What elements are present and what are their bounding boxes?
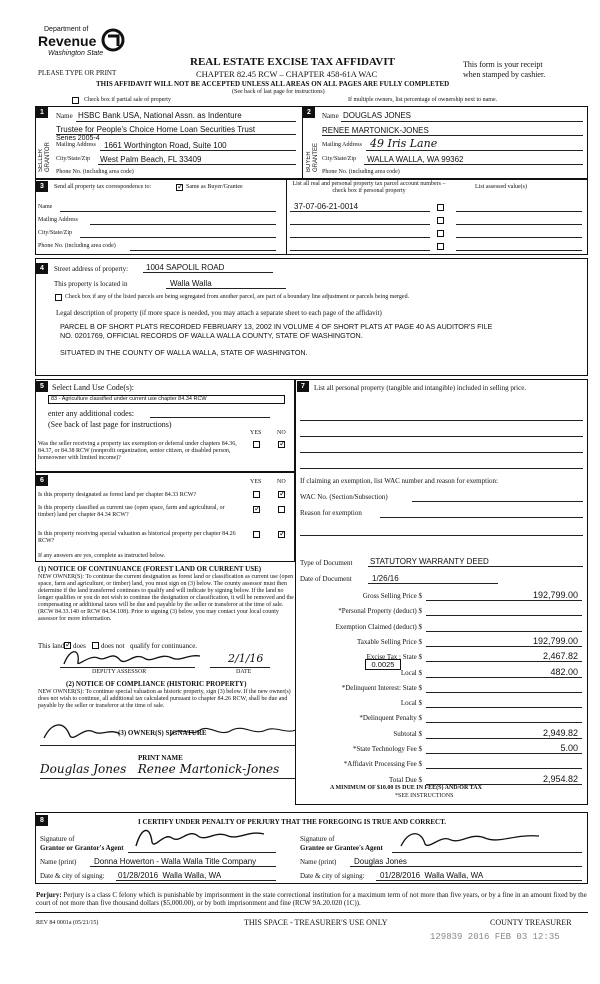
money-row-label: Subtotal $ <box>393 730 422 738</box>
seller-city[interactable]: West Palm Beach, FL 33409 <box>100 155 202 164</box>
located-in[interactable]: Walla Walla <box>170 279 212 288</box>
money-row-label: Local $ <box>400 669 422 677</box>
money-row-label: *State Technology Fee $ <box>352 745 422 753</box>
partial-sale-checkbox[interactable] <box>72 97 79 104</box>
see-back-note: (See back of last page for instructions) <box>48 420 172 429</box>
current-use-question: Is this property classified as current use (open space, farm and agricultural, or timber) land per chapter 84.34 RCW? <box>38 505 225 518</box>
section-4 <box>35 258 588 376</box>
segregate-label: Check box if any of the listed parcels are being segregated from another parcel, are part of a boundary line adjustment or parcels being merged. <box>65 294 410 300</box>
forest-land-question: Is this property designated as forest land per chapter 84.33 RCW? <box>38 492 197 498</box>
owner-signature-label: (3) OWNER(S) SIGNATURE <box>118 729 207 737</box>
legal-label: Legal description of property (if more space is needed, you may attach a separate sheet to each page of the affidavit) <box>56 309 382 317</box>
money-row-label: Local $ <box>400 699 422 707</box>
exemption-yes-checkbox[interactable] <box>253 441 260 448</box>
forest-no-checkbox[interactable] <box>278 491 285 498</box>
money-row-value[interactable]: 2,954.82 <box>542 774 578 784</box>
money-row-label: Excise Tax : State $ <box>366 653 422 661</box>
section-7-number: 7 <box>297 381 309 392</box>
money-row-value[interactable]: 482.00 <box>550 667 578 677</box>
seller-series: Series 2005-4 <box>56 135 100 142</box>
parcel-number[interactable]: 37-07-06-21-0014 <box>294 202 359 211</box>
grantee-sig-label-1: Signature of <box>300 835 335 843</box>
money-row-line <box>426 631 582 632</box>
perjury-text: Perjury is a class C felony which is punishable by imprisonment in the state correctional institution for a maximum term of not more than five years, or by a fine in an amount fixed by the court of not more than five thousand dollars ($5,000.00), or by both imprisonment and fine (RCW 9A.20.020 (1C)). <box>36 891 587 907</box>
current-use-no-checkbox[interactable] <box>278 506 285 513</box>
section-4-number: 4 <box>36 263 48 274</box>
wac-question: If claiming an exemption, list WAC number and reason for exemption: <box>300 477 498 485</box>
assessor-date: 2/1/16 <box>228 652 264 665</box>
reason-label: Reason for exemption <box>300 509 362 517</box>
seller-mail[interactable]: 1661 Worthington Road, Suite 100 <box>104 141 227 150</box>
money-row-line <box>426 615 582 616</box>
parcel-header: List all real and personal property tax parcel account numbers – check box if personal property <box>292 181 446 194</box>
s3-mail-label: Mailing Address <box>38 217 78 223</box>
land-use-code-select[interactable]: 83 - Agriculture classified under current use chapter 84.34 RCW <box>48 395 285 404</box>
money-row-label: *Personal Property (deduct) $ <box>338 607 422 615</box>
seller-label: SELLER GRANTOR <box>38 142 51 172</box>
minimum-note: A MINIMUM OF $10.00 IS DUE IN FEE(S) AND/OR TAX <box>330 785 482 791</box>
agency-line1: Department of <box>44 26 89 33</box>
same-as-buyer-label: Same as Buyer/Grantee <box>186 184 243 190</box>
grantor-date-label: Date & city of signing: <box>40 872 105 880</box>
grantor-sig-label-1: Signature of <box>40 835 75 843</box>
does-label: does <box>73 642 86 650</box>
parcel-2-personal-checkbox[interactable] <box>437 217 444 224</box>
see-instructions-note: *SEE INSTRUCTIONS <box>395 793 454 799</box>
buyer-label: BUYER GRANTEE <box>306 142 319 172</box>
cashier-stamp: 129839 2016 FEB 03 12:35 <box>430 932 560 942</box>
seller-phone-label: Phone No. (including area code) <box>56 169 134 175</box>
s3-city-label: City/State/Zip <box>38 230 72 236</box>
partial-sale-label: Check box if partial sale of property <box>84 97 171 103</box>
grantee-date-label: Date & city of signing: <box>300 872 365 880</box>
s3-name-label: Name <box>38 204 53 210</box>
exemption-question: Was the seller receiving a property tax exemption or deferral under chapters 84.36, 84.37, or 84.38 RCW (nonprofit organization, senior citizen, or disabled person, homeowner with limited income)? <box>38 441 237 461</box>
notice-compliance-body: NEW OWNER(S): To continue special valuation as historic property, sign (3) below. If the new owner(s) does not wish to continue, all additional tax calculated pursuant to chapter 84.26 RCW, shall be due and payable by the seller or transferor at the time of sale. <box>38 689 291 709</box>
assessed-header: List assessed value(s) <box>475 184 527 190</box>
grantee-date[interactable]: 01/28/2016 Walla Walla, WA <box>380 871 484 880</box>
print-name-label: PRINT NAME <box>138 754 183 762</box>
section-2-number: 2 <box>303 107 315 118</box>
buyer-name-2[interactable]: RENEE MARTONICK-JONES <box>322 126 429 135</box>
receipt-line-1: This form is your receipt <box>463 60 543 69</box>
warning-line: THIS AFFIDAVIT WILL NOT BE ACCEPTED UNLESS ALL AREAS ON ALL PAGES ARE FULLY COMPLETED <box>96 80 450 88</box>
money-row-label: *Affidavit Processing Fee $ <box>343 760 422 768</box>
money-row-line <box>426 707 582 708</box>
seller-name-2[interactable]: Trustee for People's Choice Home Loan Securities Trust <box>56 125 256 134</box>
agency-line2: Revenue <box>38 33 97 49</box>
current-use-yes-checkbox[interactable] <box>253 506 260 513</box>
chapter-line: CHAPTER 82.45 RCW – CHAPTER 458-61A WAC <box>196 69 378 79</box>
please-type: PLEASE TYPE OR PRINT <box>38 69 117 77</box>
s5-no-header: NO <box>277 430 286 436</box>
doc-type-label: Type of Document <box>300 559 353 567</box>
notice-continuance-body: NEW OWNER(S): To continue the current designation as forest land or classification as current use (open space, farm and agriculture, or timber) land, you must sign on (3) below. The county assessor must then determine if the land transferred continues to qualify and will indicate by signing below. If the land no longer qualifies or you do not wish to continue the designation or classification, it will be removed and the compensating or additional taxes will be due and payable by the seller or transferor at the time of sale. (RCW 84.33.140 or RCW 84.34.108). Prior to signing (3) below, you may contact your local county assessor for more information. <box>38 574 294 622</box>
legal-line-2: NO. 0201769, OFFICIAL RECORDS OF WALLA WALLA COUNTY, STATE OF WASHINGTON. <box>60 331 363 340</box>
same-as-buyer-checkbox[interactable] <box>176 184 183 191</box>
grantor-date[interactable]: 01/28/2016 Walla Walla, WA <box>118 871 222 880</box>
multiple-owners-note: If multiple owners, list percentage of ownership next to name. <box>348 97 498 103</box>
historic-question: Is this property receiving special valuation as historical property per chapter 84.26 RCW? <box>38 531 236 544</box>
section-8-number: 8 <box>36 815 48 826</box>
doc-type[interactable]: STATUTORY WARRANTY DEED <box>370 557 489 566</box>
located-label: This property is located in <box>54 280 128 288</box>
money-row-label: *Delinquent Penalty $ <box>359 714 422 722</box>
seller-city-label: City/State/Zip <box>56 156 90 162</box>
buyer-city-label: City/State/Zip <box>322 156 356 162</box>
buyer-mail-label: Mailing Address <box>322 142 362 148</box>
assessor-date-label: DATE <box>236 669 252 675</box>
wac-label: WAC No. (Section/Subsection) <box>300 493 388 501</box>
buyer-name[interactable]: DOUGLAS JONES <box>343 111 412 120</box>
money-row-line <box>426 753 582 754</box>
money-row-value[interactable]: 2,467.82 <box>542 651 578 661</box>
county-treasurer-label: COUNTY TREASURER <box>490 918 572 927</box>
additional-codes-label: enter any additional codes: <box>48 409 134 418</box>
legal-line-1: PARCEL B OF SHORT PLATS RECORDED FEBRUARY 13, 2002 IN VOLUME 4 OF SHORT PLATS AT PAGE 40 AS AUDITOR'S FILE <box>60 322 493 331</box>
section-3-number: 3 <box>36 181 48 192</box>
money-row-label: Total Due $ <box>389 776 422 784</box>
personal-property-label: List all personal property (tangible and intangible) included in selling price. <box>314 384 527 392</box>
grantor-name-label: Name (print) <box>40 858 77 866</box>
certify-statement: I CERTIFY UNDER PENALTY OF PERJURY THAT THE FOREGOING IS TRUE AND CORRECT. <box>138 818 447 826</box>
historic-yes-checkbox[interactable] <box>253 531 260 538</box>
money-row-line <box>426 692 582 693</box>
rev-number: REV 84 0001a (05/21/15) <box>36 920 99 926</box>
money-row-value[interactable]: 5.00 <box>560 743 578 753</box>
money-row-value[interactable]: 2,949.82 <box>542 728 578 738</box>
grantor-printed-name[interactable]: Donna Howerton - Walla Walla Title Company <box>94 857 257 866</box>
doc-date-label: Date of Document <box>300 575 352 583</box>
money-row-line <box>426 738 582 739</box>
grantee-sig-label-2: Grantee or Grantee's Agent <box>300 844 383 852</box>
money-row-line <box>426 600 582 601</box>
receipt-line-2: when stamped by cashier. <box>463 70 546 79</box>
select-land-use-label: Select Land Use Code(s): <box>52 383 134 392</box>
back-note: (See back of last page for instructions) <box>232 89 325 95</box>
grantee-signature-text <box>395 826 525 833</box>
parcel-1-personal-checkbox[interactable] <box>437 204 444 211</box>
legal-line-3: SITUATED IN THE COUNTY OF WALLA WALLA, STATE OF WASHINGTON. <box>60 348 308 357</box>
does-not-label: does not <box>101 642 125 650</box>
notice-compliance-title: (2) NOTICE OF COMPLIANCE (HISTORIC PROPERTY) <box>66 680 247 688</box>
segregate-checkbox[interactable] <box>55 294 62 301</box>
buyer-phone-label: Phone No. (including area code) <box>322 169 400 175</box>
if-yes-note: If any answers are yes, complete as instructed below. <box>38 553 166 559</box>
notice-continuance-title: (1) NOTICE OF CONTINUANCE (FOREST LAND OR CURRENT USE) <box>38 565 262 573</box>
street-address[interactable]: 1004 SAPOLIL ROAD <box>146 263 225 272</box>
street-label: Street address of property: <box>54 265 129 273</box>
local-rate-box[interactable]: 0.0025 <box>365 659 401 670</box>
money-row-line <box>426 677 582 678</box>
s3-phone-label: Phone No. (including area code) <box>38 243 116 249</box>
money-row-value[interactable]: 192,799.00 <box>532 590 578 600</box>
money-row-label: Taxable Selling Price $ <box>356 638 422 646</box>
money-row-value[interactable]: 192,799.00 <box>532 636 578 646</box>
grantee-name-label: Name (print) <box>300 858 337 866</box>
money-row-label: Gross Selling Price $ <box>362 592 422 600</box>
money-row-label: *Delinquent Interest: State $ <box>341 684 422 692</box>
grantee-printed-name[interactable]: Douglas Jones <box>354 857 407 866</box>
parcel-4-personal-checkbox[interactable] <box>437 243 444 250</box>
perjury-label: Perjury: <box>36 891 62 899</box>
treasurer-space-label: THIS SPACE - TREASURER'S USE ONLY <box>244 918 388 927</box>
forest-yes-checkbox[interactable] <box>253 491 260 498</box>
qualify-label: qualify for continuance. <box>130 642 198 650</box>
seller-name-label: Name <box>56 112 73 120</box>
money-row-line <box>426 661 582 662</box>
s5-yes-header: YES <box>250 430 262 436</box>
grantor-signature-text <box>130 822 260 829</box>
agency-line3: Washington State <box>48 50 104 57</box>
money-row-line <box>426 722 582 723</box>
section-1-number: 1 <box>36 107 48 118</box>
exemption-no-checkbox[interactable] <box>278 441 285 448</box>
money-row-line <box>426 768 582 769</box>
grantor-sig-label-2: Grantor or Grantor's Agent <box>40 844 124 852</box>
s6-no-header: NO <box>277 479 286 485</box>
doc-date[interactable]: 1/26/16 <box>372 574 399 583</box>
parcel-3-personal-checkbox[interactable] <box>437 230 444 237</box>
s6-yes-header: YES <box>250 479 262 485</box>
perjury-notice <box>36 891 588 907</box>
page-title: REAL ESTATE EXCISE TAX AFFIDAVIT <box>190 56 395 68</box>
dor-logo <box>38 24 130 68</box>
this-land-label: This land <box>38 642 65 650</box>
buyer-mail[interactable]: 49 Iris Lane <box>370 137 438 150</box>
deputy-assessor-label: DEPUTY ASSESSOR <box>92 669 147 675</box>
historic-no-checkbox[interactable] <box>278 531 285 538</box>
send-correspondence-label: Send all property tax correspondence to: <box>54 184 152 190</box>
buyer-name-label: Name <box>322 112 339 120</box>
seller-name[interactable]: HSBC Bank USA, National Assn. as Indenture <box>78 111 242 120</box>
section-5-number: 5 <box>36 381 48 392</box>
owners-printed-names: Douglas Jones Renee Martonick-Jones <box>40 762 280 776</box>
seller-mail-label: Mailing Address <box>56 142 96 148</box>
section-6-number: 6 <box>36 475 48 486</box>
money-row-label: Exemption Claimed (deduct) $ <box>335 623 422 631</box>
buyer-city[interactable]: WALLA WALLA, WA 99362 <box>367 155 464 164</box>
money-row-line <box>426 646 582 647</box>
